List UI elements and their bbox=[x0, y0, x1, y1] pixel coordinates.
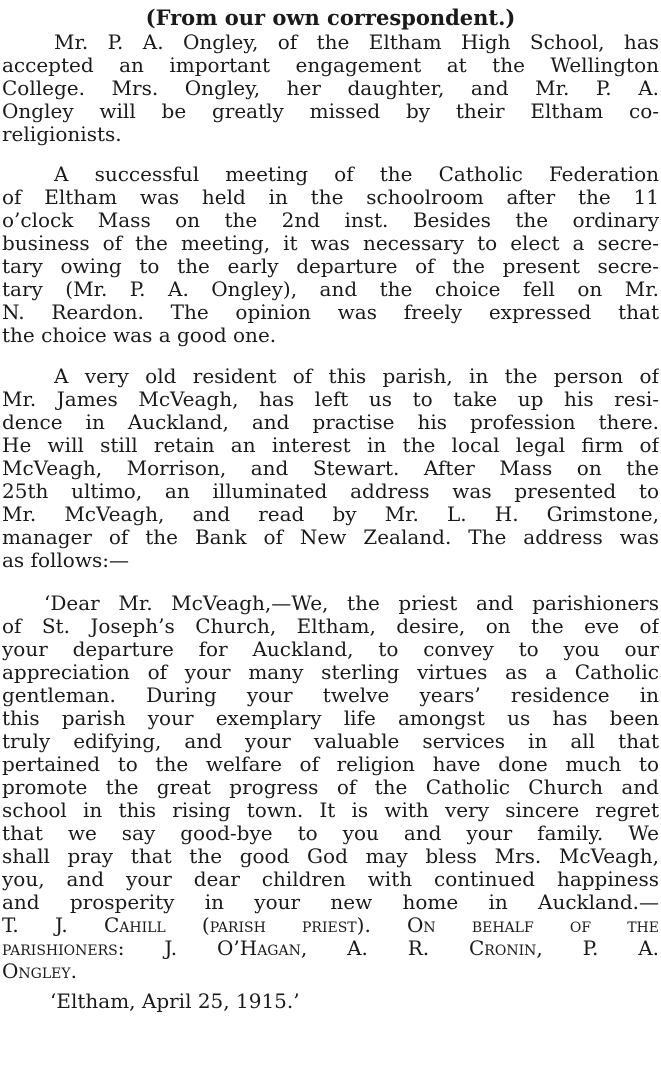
text-line: He will still retain an interest in the local legal firm of bbox=[2, 434, 659, 457]
text-line: of Eltham was held in the schoolroom after the 11 bbox=[2, 186, 659, 209]
text-line: gentleman. During your twelve years’ residence in bbox=[2, 684, 659, 707]
text-line: religionists. bbox=[2, 123, 122, 146]
text-line: this parish your exemplary life amongst us has been bbox=[2, 707, 659, 730]
text-line: o’clock Mass on the 2nd inst. Besides the ordinary bbox=[2, 209, 659, 232]
text-line: business of the meeting, it was necessary to elect a secre- bbox=[2, 232, 659, 255]
text-line: appreciation of your many sterling virtues as a Catholic bbox=[2, 661, 659, 684]
text-line: that we say good-bye to you and your family. We bbox=[2, 822, 659, 845]
text-line: A very old resident of this parish, in the person of bbox=[54, 365, 659, 388]
text-line: accepted an important engagement at the Wellington bbox=[2, 54, 659, 77]
text-line: Ongley will be greatly missed by their Eltham co- bbox=[2, 100, 659, 123]
text-line: your departure for Auckland, to convey to you our bbox=[2, 638, 659, 661]
text-line: of St. Joseph’s Church, Eltham, desire, on the eve of bbox=[2, 615, 659, 638]
correspondent-heading: (From our own correspondent.) bbox=[145, 5, 516, 30]
text-line: tary owing to the early departure of the present secre- bbox=[2, 255, 659, 278]
text-line: McVeagh, Morrison, and Stewart. After Mass on the bbox=[2, 457, 659, 480]
text-line: truly edifying, and your valuable services in all that bbox=[2, 730, 659, 753]
text-line: Ongley. bbox=[2, 960, 77, 983]
text-line: T. J. Cahill (parish priest). On behalf of the bbox=[2, 914, 659, 937]
text-line: Mr. McVeagh, and read by Mr. L. H. Grimstone, bbox=[2, 503, 659, 526]
text-line: you, and your dear children with continued happiness bbox=[2, 868, 659, 891]
dateline: ‘Eltham, April 25, 1915.’ bbox=[50, 990, 300, 1013]
text-line: the choice was a good one. bbox=[2, 324, 277, 347]
text-line: manager of the Bank of New Zealand. The address was bbox=[2, 526, 659, 549]
text-line: school in this rising town. It is with very sincere regret bbox=[2, 799, 659, 822]
text-line: pertained to the welfare of religion have done much to bbox=[2, 753, 659, 776]
text-line: promote the great progress of the Catholic Church and bbox=[2, 776, 659, 799]
text-line: tary (Mr. P. A. Ongley), and the choice fell on Mr. bbox=[2, 278, 659, 301]
text-line: and prosperity in your new home in Auckland.— bbox=[2, 891, 659, 914]
text-line: shall pray that the good God may bless Mrs. McVeagh, bbox=[2, 845, 659, 868]
text-line: College. Mrs. Ongley, her daughter, and Mr. P. A. bbox=[2, 77, 659, 100]
text-line: parishioners: J. O’Hagan, A. R. Cronin, P. A. bbox=[2, 937, 659, 960]
text-line: as follows:— bbox=[2, 549, 129, 572]
text-line: ‘Dear Mr. McVeagh,—We, the priest and parishioners bbox=[44, 592, 659, 615]
text-line: Mr. James McVeagh, has left us to take up his resi- bbox=[2, 388, 659, 411]
text-line: A successful meeting of the Catholic Federation bbox=[54, 163, 659, 186]
text-line: dence in Auckland, and practise his profession there. bbox=[2, 411, 659, 434]
text-line: Mr. P. A. Ongley, of the Eltham High School, has bbox=[54, 31, 659, 54]
text-line: N. Reardon. The opinion was freely expressed that bbox=[2, 301, 659, 324]
text-line: 25th ultimo, an illuminated address was presented to bbox=[2, 480, 659, 503]
